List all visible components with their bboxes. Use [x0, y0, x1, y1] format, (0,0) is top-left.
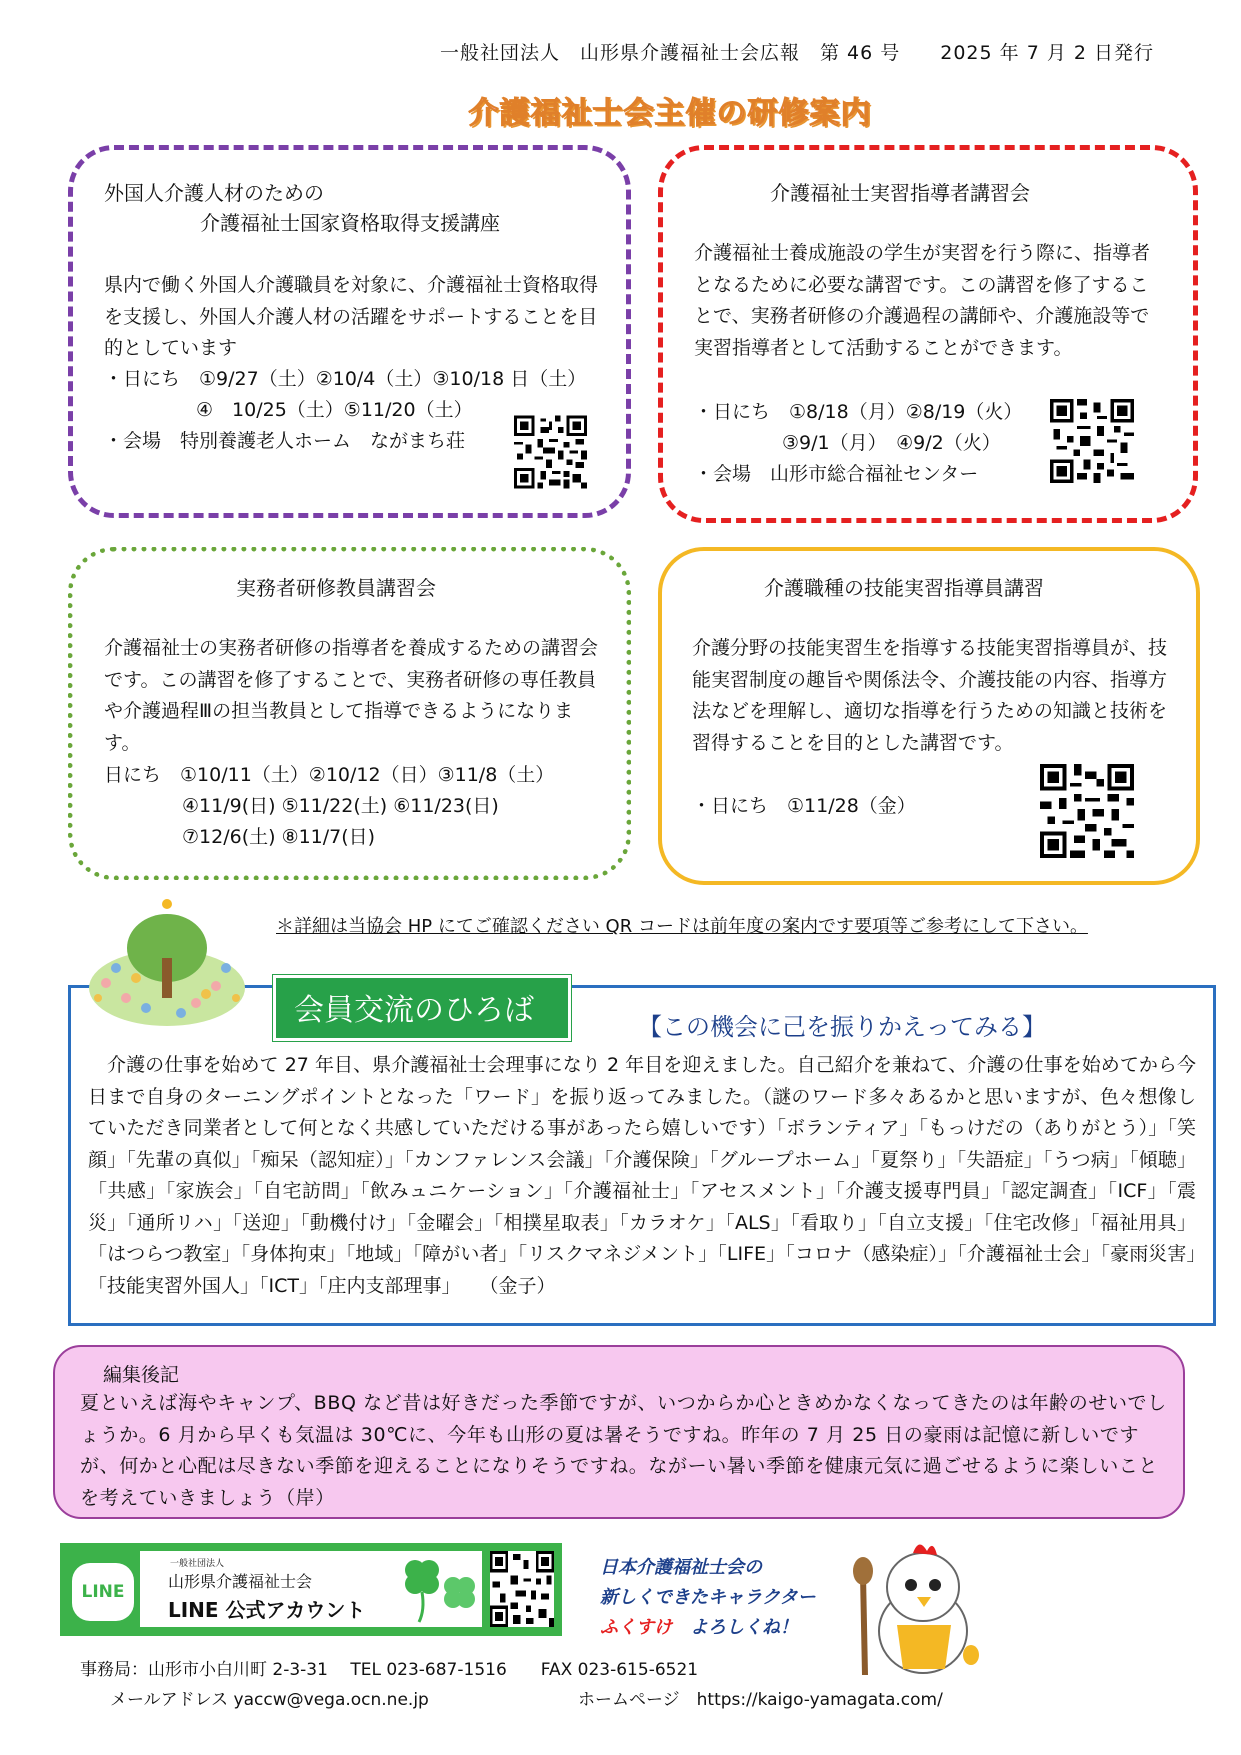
- qr-code-icon[interactable]: [1050, 399, 1134, 483]
- page-title: 介護福祉士会主催の研修案内: [468, 96, 872, 131]
- qr-code-icon[interactable]: [1040, 764, 1134, 858]
- character-promo: [600, 1553, 816, 1643]
- training-3-title: 実務者研修教員講習会: [236, 576, 436, 600]
- clover-icon: [395, 1552, 485, 1624]
- training-1-description: 県内で働く外国人介護職員を対象に、介護福祉士資格取得を支援し、外国人介護人材の活躍をサポートすることを目的としています: [104, 274, 599, 359]
- community-section-label: 会員交流のひろば: [273, 975, 571, 1041]
- character-promo-line2: 新しくできたキャラクター: [600, 1587, 816, 1608]
- training-2-dates-line2: ③9/1（月） ④9/2（火）: [782, 432, 1001, 454]
- training-4-title: 介護職種の技能実習指導員講習: [764, 576, 1044, 600]
- training-3-dates-line1: 日にち ①10/11（土）②10/12（日）③11/8（土）: [104, 764, 555, 786]
- character-greeting: よろしくね！: [690, 1617, 798, 1638]
- training-4-dates-line1: ・日にち ①11/28（金）: [692, 795, 916, 817]
- training-3-description: 介護福祉士の実務者研修の指導者を養成するための講習会です。この講習を修了することで、実務者研修の専任教員や介護過程Ⅲの担当教員として指導できるようになります。: [104, 637, 599, 754]
- training-1-title-line2: 介護福祉士国家資格取得支援講座: [200, 211, 500, 235]
- details-note: ＊詳細は当協会 HP にてご確認ください QR コードは前年度の案内です要項等ご参考にして下さい。: [276, 916, 1088, 937]
- homepage-link[interactable]: ホームページ https://kaigo-yamagata.com/: [578, 1690, 943, 1710]
- training-1-dates-line2: ④ 10/25（土）⑤11/20（土）: [196, 399, 473, 421]
- line-org-name: 山形県介護福祉士会: [168, 1572, 313, 1591]
- editor-note-title: 編集後記: [103, 1364, 180, 1386]
- community-body: 介護の仕事を始めて 27 年目、県介護福祉士会理事になり 2 年目を迎えました。自己紹介を兼ねて、介護の仕事を始めてから今日まで自身のターニングポイントとなった「ワード」を振り返ってみました。（謎のワード多々あるかと思いますが、色々想像していただき同業者として何となく共感していただける事があったら嬉しいです）「ボランティア」「もっけだの（ありがとう）」「笑顔」「先輩の真似」「痴呆（認知症）」「カンファレンス会議」「介護保険」「グループホーム」「夏祭り」「失語症」「うつ病」「傾聴」「共感」「家族会」「自宅訪問」「飲みュニケーション」「介護福祉士」「アセスメント」「介護支援専門員」「認定調査」「ICF」「震災」「通所リハ」「送迎」「動機付け」「金曜会」「相撲星取表」「カラオケ」「ALS」「看取り」「自立支援」「住宅改修」「福祉用具」「はつらつ教室」「身体拘束」「地域」「障がい者」「リスクマネジメント」「LIFE」「コロナ（感染症）」「介護福祉士会」「豪雨災害」「技能実習外国人」「ICT」「庄内支部理事」 （金子）: [88, 1054, 1196, 1297]
- community-subtitle: 【この機会に己を振りかえってみる】: [638, 1013, 1046, 1041]
- qr-code-icon[interactable]: [514, 415, 587, 489]
- training-3-dates-line2: ④11/9(日) ⑤11/22(土) ⑥11/23(日): [182, 795, 499, 817]
- training-1-venue: ・会場 特別養護老人ホーム ながまち荘: [104, 430, 466, 452]
- editor-note-body: 夏といえば海やキャンプ、BBQ など昔は好きだった季節ですが、いつからか心ときめかなくなってきたのは年齢のせいでしょうか。6 月から早くも気温は 30℃に、今年も山形の夏は暑そうですね。昨年の 7 月 25 日の豪雨は記憶に新しいですが、何かと心配は尽きない季節を迎えることになりそうですね。ながーい暑い季節を健康元気に過ごせるように楽しいことを考えていきましょう（岸）: [80, 1392, 1167, 1509]
- character-name: ふくすけ: [600, 1617, 672, 1638]
- email-address[interactable]: メールアドレス yaccw@vega.ocn.ne.jp: [110, 1690, 429, 1710]
- character-promo-line1: 日本介護福祉士会の: [600, 1557, 762, 1578]
- publisher-line: 一般社団法人 山形県介護福祉士会広報 第 46 号 2025 年 7 月 2 日発行: [440, 42, 1154, 64]
- training-4-description: 介護分野の技能実習生を指導する技能実習指導員が、技能実習制度の趣旨や関係法令、介護技能の内容、指導方法などを理解し、適切な指導を行うための知識と技術を習得することを目的とした講習です。: [692, 637, 1168, 754]
- training-2-dates-line1: ・日にち ①8/18（月）②8/19（火）: [694, 401, 1023, 423]
- line-logo-icon: LINE: [72, 1563, 134, 1621]
- qr-code-icon[interactable]: [490, 1551, 554, 1627]
- training-2-venue: ・会場 山形市総合福祉センター: [694, 463, 979, 485]
- training-2-description: 介護福祉士養成施設の学生が実習を行う際に、指導者となるために必要な講習です。この講習を修了することで、実務者研修の介護過程の講師や、介護施設等で実習指導者として活動することができます。: [694, 242, 1151, 359]
- mascot-fukusuke-icon: [835, 1535, 985, 1685]
- training-3-dates-line3: ⑦12/6(土) ⑧11/7(日): [182, 826, 376, 848]
- line-org-type: 一般社団法人: [170, 1559, 225, 1569]
- community-illustration: [86, 898, 248, 1028]
- line-account-label: LINE 公式アカウント: [168, 1598, 366, 1622]
- office-address: 事務局：山形市小白川町 2-3-31 TEL 023-687-1516 FAX 023-615-6521: [80, 1660, 699, 1680]
- training-1-dates-line1: ・日にち ①9/27（土）②10/4（土）③10/18 日（土）: [104, 368, 587, 390]
- training-1-title-line1: 外国人介護人材のための: [104, 181, 324, 205]
- training-2-title: 介護福祉士実習指導者講習会: [770, 181, 1030, 205]
